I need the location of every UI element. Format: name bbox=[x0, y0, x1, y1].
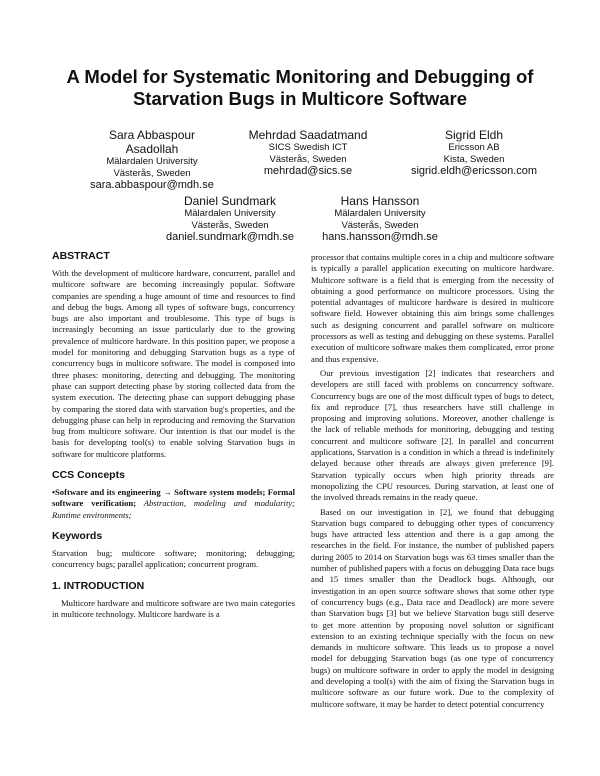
author-affiliation: Mälardalen University bbox=[334, 208, 426, 219]
author-affiliation: Mälardalen University bbox=[184, 208, 276, 219]
body-paragraph: Our previous investigation [2] indicates that researchers and developers are still faced with problems on concurrency software. Concurrency bugs are one of the most difficult types of bugs to detect, fix and reproduce [7], thus researchers have still challenge in proposing and improving solutions. Moreover, another challenge is the lack of reliable methods for monitoring, debugging and testing concurrent and multicore software [2]. In parallel and concurrent applications, Starvation is a condition in which a thread is indefinitely delayed because other threads are always given preference [9]. Starvation typically occurs when high priority threads are monopolizing the CPU resources. During starvation, at least one of the involved threads remains in the ready queue. bbox=[311, 367, 554, 503]
introduction-heading: 1. INTRODUCTION bbox=[52, 579, 145, 592]
ccs-text bbox=[52, 487, 295, 521]
body-paragraph: processor that contains multiple cores in a chip and multicore software is typically a parallel application executing on multicore hardware. Multicore software is a field that is emerging from the necessity of obtaining a good performance on multicore processors. Using the potential advantages of multicore hardware is desired in multicore software field. However obtaining this aim brings some challenges such as designing concurrent and parallel software on multicore processors as well as testing and debugging on these systems. Parallel execution of multicore software makes them complicated, error prone and thus expensive. bbox=[311, 252, 554, 364]
title-line-1: A Model for Systematic Monitoring and Debugging of bbox=[66, 66, 534, 87]
author-name: Mehrdad Saadatmand bbox=[248, 128, 368, 142]
ccs-italic-text: Abstraction, modeling and modularity; Runtime environments; bbox=[52, 498, 296, 520]
author-location: Västerås, Sweden bbox=[191, 219, 269, 231]
abstract-heading: ABSTRACT bbox=[52, 250, 110, 262]
author-name: Sara Abbaspour bbox=[108, 128, 196, 142]
ccs-bullet: • bbox=[52, 487, 56, 498]
body-paragraph: Based on our investigation in [2], we found that debugging Starvation bugs compared to debugging other types of concurrency bugs have attracted less attention and there is a gap among the researches in the field. For instance, the number of published papers during 2005 to 2014 on Starvation bugs was 63 times smaller than the number of published papers with a focus on debugging Data race bugs and 15 times smaller than the Deadlock bugs. Although, our investigation in an open source software shows that some other type of concurrency bugs (e.g., Data race and Deadlock) are more severe than Starvation bugs [3] but we believe Starvation bugs still deserve to get more attention by proposing novel solution or significant extension to an existing technique specially with the focus on new demands in multicore software. This leads us to propose a novel model for debugging Starvation bugs (as one type of concurrency bugs) on multicore software in order to apply the model in designing and developing a tool(s) with the aim of fixing the Starvation bugs in multicore software as our future work. Due to the complexity of multicore software, it may be harder to detect potential concurrency bbox=[311, 506, 554, 709]
author-affiliation: SICS Swedish ICT bbox=[268, 142, 348, 153]
author-email: daniel.sundmark@mdh.se bbox=[166, 231, 294, 243]
author-email: hans.hansson@mdh.se bbox=[322, 231, 438, 243]
left-column bbox=[52, 250, 295, 620]
author-block bbox=[72, 128, 232, 192]
ccs-heading: CCS Concepts bbox=[52, 469, 125, 482]
author-block bbox=[300, 194, 460, 244]
author-name: Sigrid Eldh bbox=[444, 128, 504, 142]
author-affiliation: Mälardalen University bbox=[106, 156, 198, 167]
author-block bbox=[228, 128, 388, 178]
author-location: Västerås, Sweden bbox=[269, 153, 347, 165]
right-column bbox=[311, 252, 554, 710]
author-affiliation: Ericsson AB bbox=[448, 142, 500, 153]
author-email: sara.abbaspour@mdh.se bbox=[90, 179, 214, 191]
author-name: Hans Hansson bbox=[340, 194, 420, 208]
author-block bbox=[150, 194, 310, 244]
author-email: mehrdad@sics.se bbox=[263, 165, 353, 177]
abstract-text: With the development of multicore hardware, concurrent, parallel and multicore software are becoming increasingly popular. Software companies are spending a huge amount of time and resources to find and debug the bugs. Among all types of software bugs, concurrency bugs are also important and troublesome. This type of bugs is increasingly becoming an issue particularly due to the growing prevalence of multicore hardware. In this position paper, we propose a model for monitoring and debugging Starvation bugs as a type of concurrency bugs in multicore software. The model is composed into three phases: monitoring, detecting and debugging. The monitoring phase can support detecting phase by storing collected data from the system execution. The detecting phase can support debugging phase by comparing the stored data with starvation bug's properties, and the debugging phase can help in reproducing and removing the Starvation bug from multicore software. Our intention is that our model is the basis for developing tool(s) to enable solving Starvation bugs in software for multicore platforms. bbox=[52, 268, 295, 459]
ccs-bold-text: Software and its engineering → Software system models; Formal software verification; bbox=[52, 487, 295, 509]
title-line-2: Starvation Bugs in Multicore Software bbox=[132, 88, 468, 109]
paper-title bbox=[40, 66, 560, 110]
introduction-text: Multicore hardware and multicore software are two main categories in multicore technology. Multicore hardware is a bbox=[52, 597, 295, 619]
author-block bbox=[384, 128, 564, 178]
author-location: Västerås, Sweden bbox=[341, 219, 419, 231]
author-location: Västerås, Sweden bbox=[113, 167, 191, 179]
keywords-text: Starvation bug; multicore software; monitoring; debugging; concurrency bugs; parallel application; concurrent program. bbox=[52, 547, 295, 570]
author-name: Daniel Sundmark bbox=[183, 194, 277, 208]
author-name-cont: Asadollah bbox=[125, 142, 179, 156]
author-location: Kista, Sweden bbox=[443, 153, 505, 165]
author-email: sigrid.eldh@ericsson.com bbox=[410, 165, 538, 177]
keywords-heading: Keywords bbox=[52, 529, 103, 542]
